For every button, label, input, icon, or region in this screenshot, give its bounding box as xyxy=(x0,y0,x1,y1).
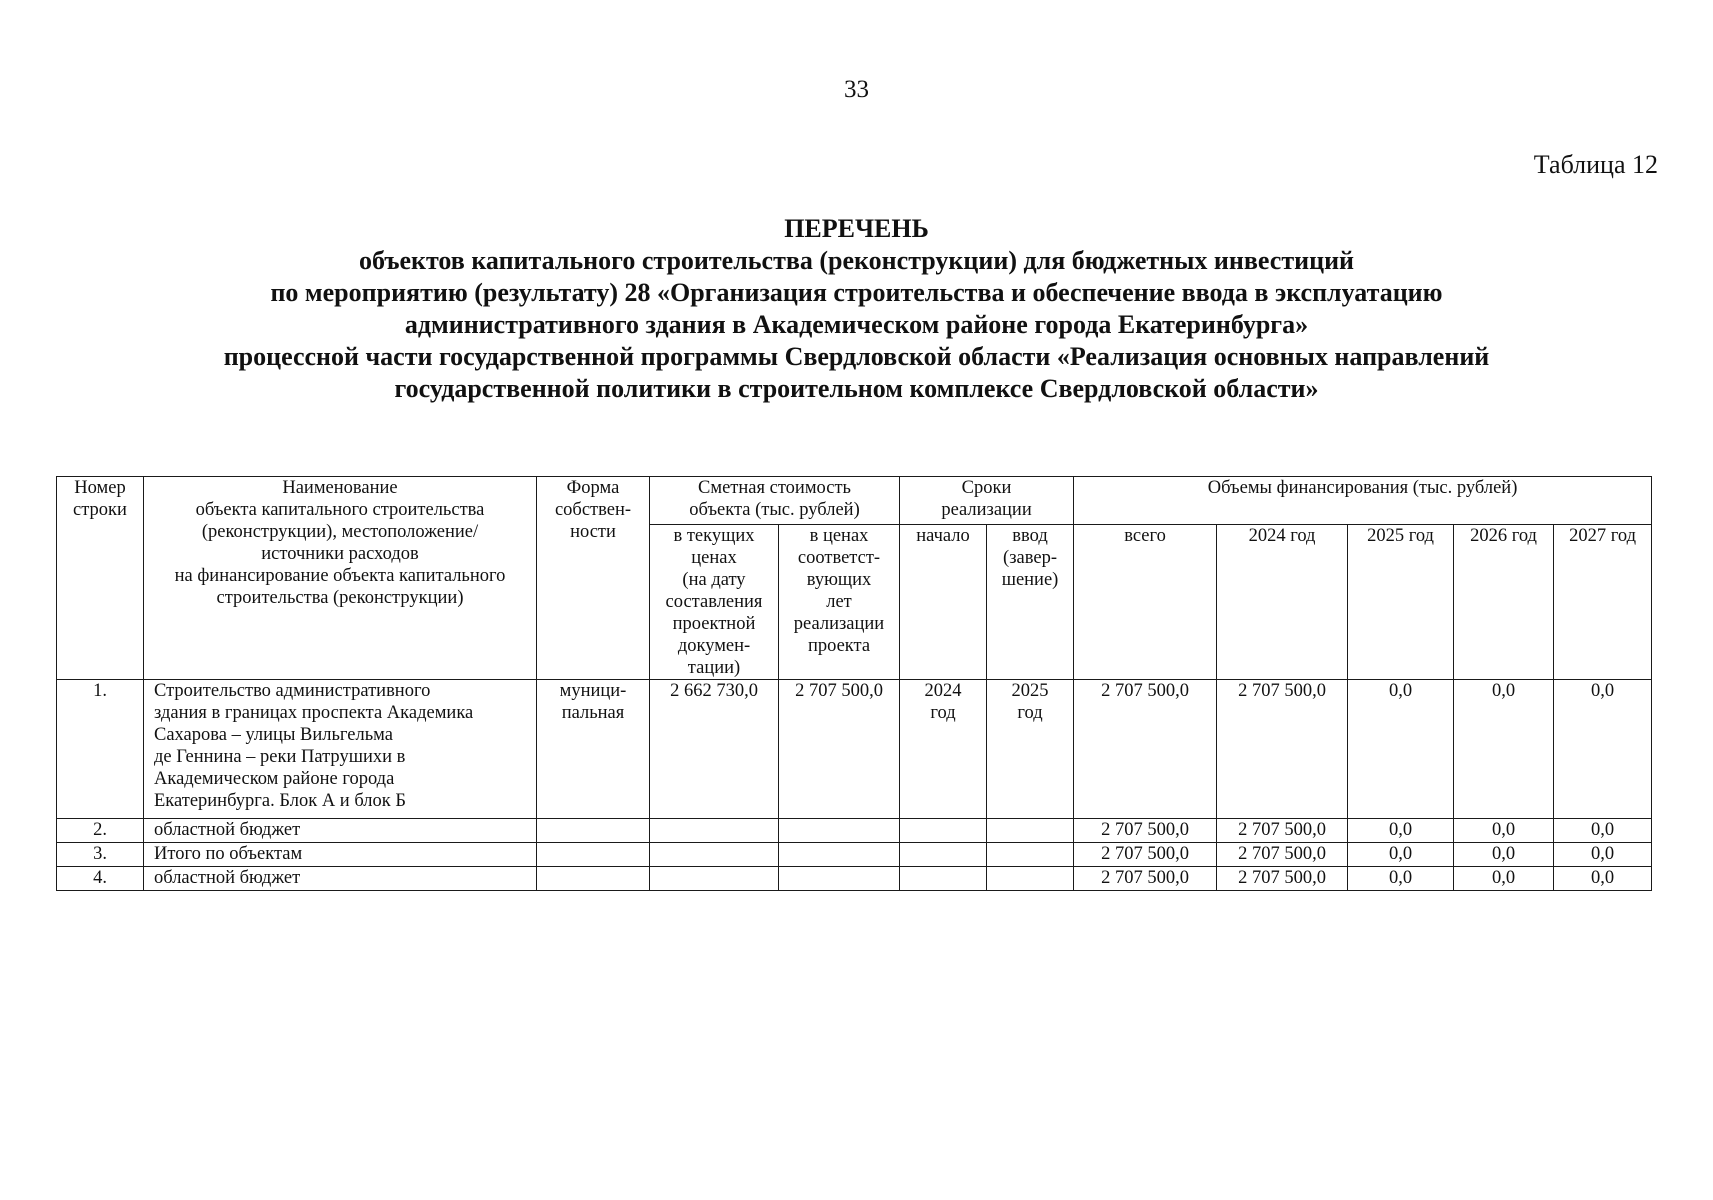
document-title xyxy=(60,213,1653,405)
header-row-number: Номер строки xyxy=(57,477,144,680)
cell-term-start xyxy=(900,867,987,891)
cell-term-start xyxy=(900,843,987,867)
cell-object-name: Итого по объектам xyxy=(144,843,537,867)
cell-year-2024: 2 707 500,0 xyxy=(1217,819,1348,843)
cell-year-2027: 0,0 xyxy=(1554,867,1652,891)
cell-row-number: 4. xyxy=(57,867,144,891)
cell-cost-years xyxy=(779,867,900,891)
title-line: процессной части государственной программы Свердловской области «Реализация основных направлений xyxy=(223,342,1490,371)
title-line: объектов капитального строительства (реконструкции) для бюджетных инвестиций xyxy=(358,246,1355,275)
cell-row-number: 3. xyxy=(57,843,144,867)
cell-year-2024: 2 707 500,0 xyxy=(1217,680,1348,819)
cell-row-number: 1. xyxy=(57,680,144,819)
cell-year-2026: 0,0 xyxy=(1454,843,1554,867)
header-cost-corresponding-years: в ценах соответст- вующих лет реализации проекта xyxy=(779,525,900,680)
cell-cost-current: 2 662 730,0 xyxy=(650,680,779,819)
cell-term-start: 2024 год xyxy=(900,680,987,819)
cell-total: 2 707 500,0 xyxy=(1074,819,1217,843)
cell-total: 2 707 500,0 xyxy=(1074,680,1217,819)
cell-year-2026: 0,0 xyxy=(1454,867,1554,891)
cell-year-2025: 0,0 xyxy=(1348,843,1454,867)
capital-construction-table xyxy=(56,476,1652,891)
table-row xyxy=(57,680,1652,819)
cell-term-start xyxy=(900,819,987,843)
header-year-2025: 2025 год xyxy=(1348,525,1454,680)
cell-year-2027: 0,0 xyxy=(1554,680,1652,819)
header-object-name: Наименование объекта капитального строительства (реконструкции), местоположение/ источники расходов на финансирование объекта капитального строительства (реконструкции) xyxy=(144,477,537,680)
cell-cost-years: 2 707 500,0 xyxy=(779,680,900,819)
cell-year-2024: 2 707 500,0 xyxy=(1217,843,1348,867)
header-year-2026: 2026 год xyxy=(1454,525,1554,680)
cell-cost-years xyxy=(779,843,900,867)
header-year-2024: 2024 год xyxy=(1217,525,1348,680)
header-cost-current-prices: в текущих ценах (на дату составления проектной докумен- тации) xyxy=(650,525,779,680)
cell-term-end: 2025 год xyxy=(987,680,1074,819)
table-label: Таблица 12 xyxy=(1533,150,1658,179)
cell-year-2027: 0,0 xyxy=(1554,843,1652,867)
cell-ownership xyxy=(537,843,650,867)
header-total: всего xyxy=(1074,525,1217,680)
cell-year-2025: 0,0 xyxy=(1348,819,1454,843)
cell-total: 2 707 500,0 xyxy=(1074,867,1217,891)
cell-ownership: муници- пальная xyxy=(537,680,650,819)
cell-object-name: областной бюджет xyxy=(144,819,537,843)
cell-row-number: 2. xyxy=(57,819,144,843)
header-ownership-form: Форма собствен- ности xyxy=(537,477,650,680)
cell-object-name: Строительство административного здания в границах проспекта Академика Сахарова – улицы Вильгельма де Геннина – реки Патрушихи в Академическом районе города Екатеринбурга. Блок А и блок Б xyxy=(144,680,537,819)
cell-year-2027: 0,0 xyxy=(1554,819,1652,843)
title-line: ПЕРЕЧЕНЬ xyxy=(784,214,929,243)
header-year-2027: 2027 год xyxy=(1554,525,1652,680)
header-estimated-cost: Сметная стоимость объекта (тыс. рублей) xyxy=(650,477,900,525)
table-row xyxy=(57,819,1652,843)
title-line: государственной политики в строительном комплексе Свердловской области» xyxy=(394,374,1319,403)
cell-cost-current xyxy=(650,867,779,891)
cell-cost-current xyxy=(650,843,779,867)
table-row xyxy=(57,867,1652,891)
cell-term-end xyxy=(987,819,1074,843)
header-term-end: ввод (завер- шение) xyxy=(987,525,1074,680)
cell-cost-current xyxy=(650,819,779,843)
header-financing: Объемы финансирования (тыс. рублей) xyxy=(1074,477,1652,525)
cell-object-name: областной бюджет xyxy=(144,867,537,891)
header-term-start: начало xyxy=(900,525,987,680)
cell-year-2025: 0,0 xyxy=(1348,680,1454,819)
cell-year-2026: 0,0 xyxy=(1454,819,1554,843)
cell-cost-years xyxy=(779,819,900,843)
cell-year-2024: 2 707 500,0 xyxy=(1217,867,1348,891)
cell-term-end xyxy=(987,867,1074,891)
page-number: 33 xyxy=(844,76,869,103)
table-row xyxy=(57,843,1652,867)
cell-year-2025: 0,0 xyxy=(1348,867,1454,891)
header-terms: Сроки реализации xyxy=(900,477,1074,525)
cell-year-2026: 0,0 xyxy=(1454,680,1554,819)
cell-ownership xyxy=(537,819,650,843)
cell-total: 2 707 500,0 xyxy=(1074,843,1217,867)
cell-ownership xyxy=(537,867,650,891)
title-line: административного здания в Академическом районе города Екатеринбурга» xyxy=(404,310,1309,339)
title-line: по мероприятию (результату) 28 «Организация строительства и обеспечение ввода в эксплуатацию xyxy=(270,278,1443,307)
cell-term-end xyxy=(987,843,1074,867)
